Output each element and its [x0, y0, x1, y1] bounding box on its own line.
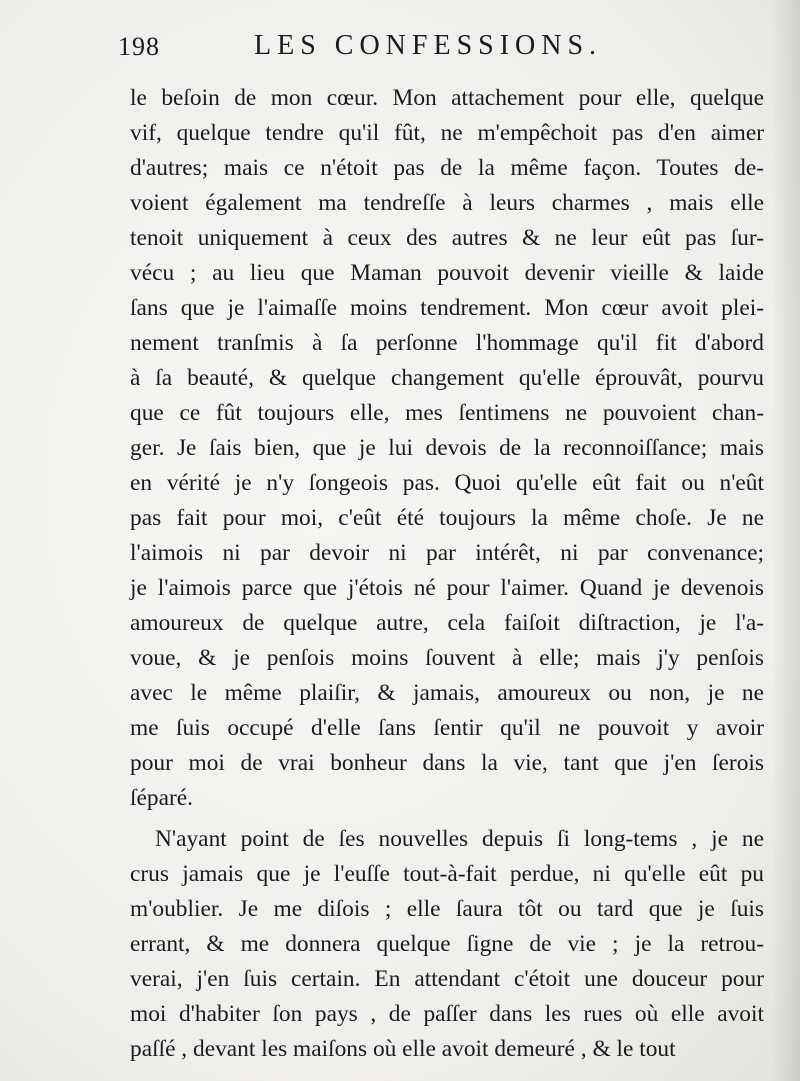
text-line: me ſuis occupé d'elle ſans ſentir qu'il ne pouvoit y avoir	[130, 715, 764, 741]
text-line: errant, & me donnera quelque ſigne de vie ; je la retrou-	[130, 931, 764, 957]
text-line: voue, & je penſois moins ſouvent à elle; mais j'y penſois	[130, 645, 764, 671]
paragraph	[130, 81, 764, 816]
running-title: LES CONFESSIONS.	[254, 30, 603, 61]
text-line: moi d'habiter ſon pays , de paſſer dans les rues où elle avoit	[130, 1001, 764, 1027]
text-line: nement tranſmis à ſa perſonne l'hommage qu'il fit d'abord	[130, 330, 764, 356]
text-line: vécu ; au lieu que Maman pouvoit devenir vieille & laide	[130, 260, 764, 286]
text-line: ſans que je l'aimaſſe moins tendrement. Mon cœur avoit plei-	[130, 295, 764, 321]
text-line: pas fait pour moi, c'eût été toujours la même choſe. Je ne	[130, 505, 764, 531]
text-line: le beſoin de mon cœur. Mon attachement pour elle, quelque	[130, 85, 764, 111]
text-line: avec le même plaiſir, & jamais, amoureux ou non, je ne	[130, 680, 764, 706]
text-line: que ce fût toujours elle, mes ſentimens ne pouvoient chan-	[130, 400, 764, 426]
text-line: amoureux de quelque autre, cela faiſoit diſtraction, je l'a-	[130, 610, 764, 636]
text-line: voient également ma tendreſſe à leurs charmes , mais elle	[130, 190, 764, 216]
text-line: l'aimois ni par devoir ni par intérêt, ni par convenance;	[130, 540, 764, 566]
paragraph	[130, 822, 764, 1067]
page-edge-shadow	[772, 0, 800, 1081]
text-line: vif, quelque tendre qu'il fût, ne m'empêchoit pas d'en aimer	[130, 120, 764, 146]
page-header	[118, 30, 768, 70]
text-line: m'oublier. Je me diſois ; elle ſaura tôt ou tard que je ſuis	[130, 896, 764, 922]
text-line: ſéparé.	[130, 785, 193, 811]
text-line: en vérité je n'y ſongeois pas. Quoi qu'elle eût fait ou n'eût	[130, 470, 764, 496]
text-line: N'ayant point de ſes nouvelles depuis ſi long-tems , je ne	[155, 826, 764, 852]
text-line: pour moi de vrai bonheur dans la vie, tant que j'en ſerois	[130, 750, 764, 776]
text-line: à ſa beauté, & quelque changement qu'elle éprouvât, pourvu	[130, 365, 764, 391]
text-line: paſſé , devant les maiſons où elle avoit demeuré , & le tout	[130, 1036, 676, 1062]
body-text	[130, 81, 764, 1067]
text-line: tenoit uniquement à ceux des autres & ne leur eût pas ſur-	[130, 225, 764, 251]
page-number: 198	[118, 32, 160, 61]
text-line: crus jamais que je l'euſſe tout-à-fait perdue, ni qu'elle eût pu	[130, 861, 764, 887]
text-line: verai, j'en ſuis certain. En attendant c'étoit une douceur pour	[130, 966, 764, 992]
text-line: ger. Je ſais bien, que je lui devois de la reconnoiſſance; mais	[130, 435, 764, 461]
text-line: je l'aimois parce que j'étois né pour l'aimer. Quand je devenois	[130, 575, 764, 601]
text-line: d'autres; mais ce n'étoit pas de la même façon. Toutes de-	[130, 155, 764, 181]
